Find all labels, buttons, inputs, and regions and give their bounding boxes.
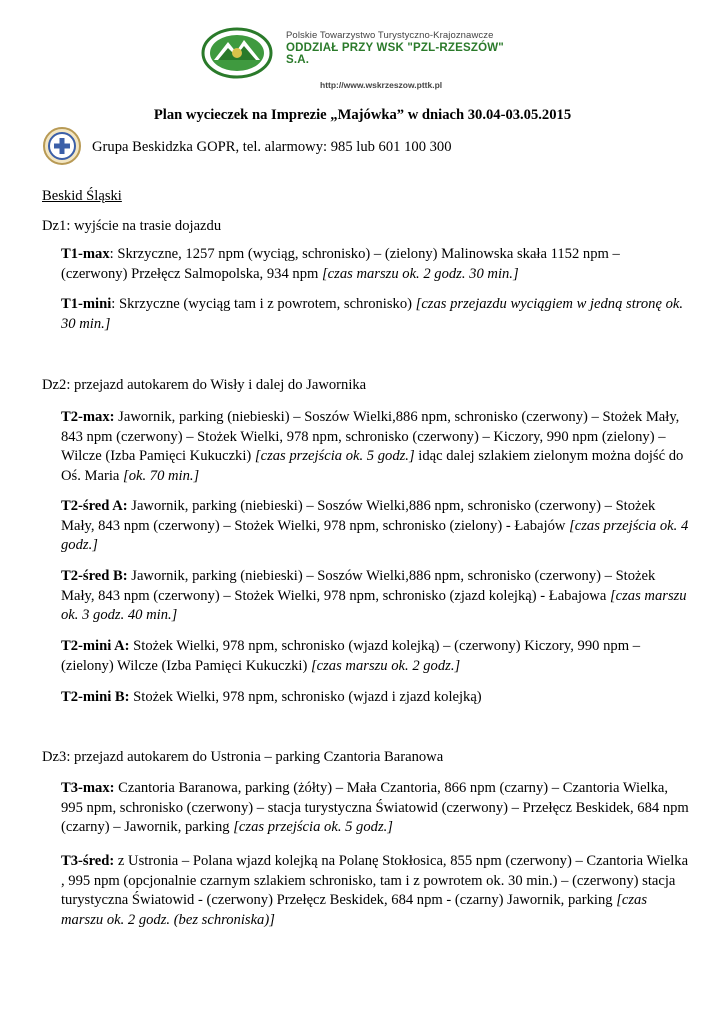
route-label: T3-śred: [61, 853, 115, 869]
route-label: T2-max: [61, 409, 115, 425]
route-label: T3-max: [61, 780, 115, 796]
route-t2-sred-a [61, 497, 689, 556]
route-text: Czantoria Baranowa, parking (żółty) – Mała Czantoria, 866 npm (czarny) – Czantoria Wielka, 995 npm, schronisko (czerwony) – stacja turystyczna Światowid (czerwony) – Przełęcz Beskidek, 684 npm (czarny) – Jawornik, parking [61, 780, 689, 836]
route-t3-sred [61, 852, 689, 930]
route-label: T1-max [61, 246, 110, 262]
route-text: : Skrzyczne, 1257 npm (wyciąg, schronisko) – (zielony) Malinowska skała 1152 npm – (czerwony) Przełęcz Salmopolska, 934 npm [61, 246, 620, 282]
route-label: T2-śred A: [61, 498, 128, 514]
route-text: Jawornik, parking (niebieski) – Soszów Wielki,886 npm, schronisko (czerwony) – Stożek Mały, 843 npm (czerwony) – Stożek Wielki, 978 npm, schronisko (czerwony) – Kiczory, 990 npm (zielony) – Wilcze (Izba Pamięci Kukuczki) [61, 409, 680, 465]
route-time: [czas marszu ok. 3 godz. 40 min.] [61, 587, 687, 624]
route-time-extra: [ok. 70 min.] [123, 467, 200, 484]
route-text: : Skrzyczne (wyciąg tam i z powrotem, schronisko) [111, 296, 416, 312]
gopr-emblem-icon [42, 126, 82, 166]
org-text [286, 30, 526, 90]
route-time: [czas przejścia ok. 5 godz.] [233, 819, 393, 836]
route-t3-max [61, 779, 689, 838]
route-label: T2-śred B: [61, 568, 128, 584]
org-header [200, 26, 520, 90]
route-label: T2-mini A: [61, 638, 130, 654]
route-text: z Ustronia – Polana wjazd kolejką na Polanę Stokłosica, 855 npm (czerwony) – Czantoria Wielka , 995 npm (opcjonalnie czarnym szlakiem schronisko, tam i z powrotem ok. 30 min.) – (czerwony) stacja turystyczna Światowid - (czerwony) Przełęcz Beskidek, 684 npm - (czarny) Jawornik, parking [61, 853, 689, 909]
pttk-logo-icon [200, 26, 274, 80]
route-t2-sred-b [61, 567, 689, 626]
route-t2-max [61, 408, 689, 486]
page-title: Plan wycieczek na Imprezie „Majówka” w dniach 30.04-03.05.2015 [153, 107, 572, 123]
route-t2-mini-b [61, 688, 689, 708]
gopr-contact: Grupa Beskidzka GOPR, tel. alarmowy: 985 lub 601 100 300 [92, 139, 452, 155]
day2-title: Dz2: przejazd autokarem do Wisły i dalej do Jawornika [42, 377, 367, 393]
route-time: [czas marszu ok. 2 godz. (bez schroniska)] [61, 892, 648, 928]
route-time: [czas przejazdu wyciągiem w jedną stronę ok. 30 min.] [61, 296, 684, 332]
route-t2-mini-a [61, 637, 689, 676]
route-time: [czas przejścia ok. 5 godz.] [254, 448, 415, 465]
route-t1-mini [61, 295, 689, 334]
org-line1: Polskie Towarzystwo Turystyczno-Krajoznawcze [286, 30, 494, 41]
route-label: T1-mini [61, 296, 112, 312]
route-text: Jawornik, parking (niebieski) – Soszów Wielki,886 npm, schronisko (czerwony) – Stożek Mały, 843 npm (czerwony) – Stożek Wielki, 978 npm, schronisko (zjazd kolejką) - Łabajowa [61, 568, 656, 604]
route-text: Stożek Wielki, 978 npm, schronisko (wjazd kolejką) – (czerwony) Kiczory, 990 npm – (zielony) Wilcze (Izba Pamięci Kukuczki) [61, 638, 640, 674]
route-text: Stożek Wielki, 978 npm, schronisko (wjazd i zjazd kolejką) [129, 689, 482, 705]
route-time: [czas marszu ok. 2 godz. 30 min.] [322, 265, 519, 282]
route-label: T2-mini B: [61, 689, 130, 705]
route-time: [czas przejścia ok. 4 godz.] [61, 517, 689, 554]
route-t1-max [61, 245, 689, 284]
route-text-extra: idąc dalej szlakiem zielonym można dojść do Oś. Maria [61, 448, 684, 484]
section-title: Beskid Śląski [42, 188, 122, 204]
route-time: [czas marszu ok. 2 godz.] [310, 657, 461, 674]
org-url: http://www.wskrzeszow.pttk.pl [320, 80, 443, 90]
route-text: Jawornik, parking (niebieski) – Soszów Wielki,886 npm, schronisko (czerwony) – Stożek Mały, 843 npm (czerwony) – Stożek Wielki, 978 npm, schronisko (zielony) - Łabajów [61, 498, 656, 534]
day1-title: Dz1: wyjście na trasie dojazdu [42, 218, 222, 234]
day3-title: Dz3: przejazd autokarem do Ustronia – parking Czantoria Baranowa [42, 749, 444, 765]
org-line2: ODDZIAŁ PRZY WSK "PZL-RZESZÓW" S.A. [286, 42, 504, 66]
